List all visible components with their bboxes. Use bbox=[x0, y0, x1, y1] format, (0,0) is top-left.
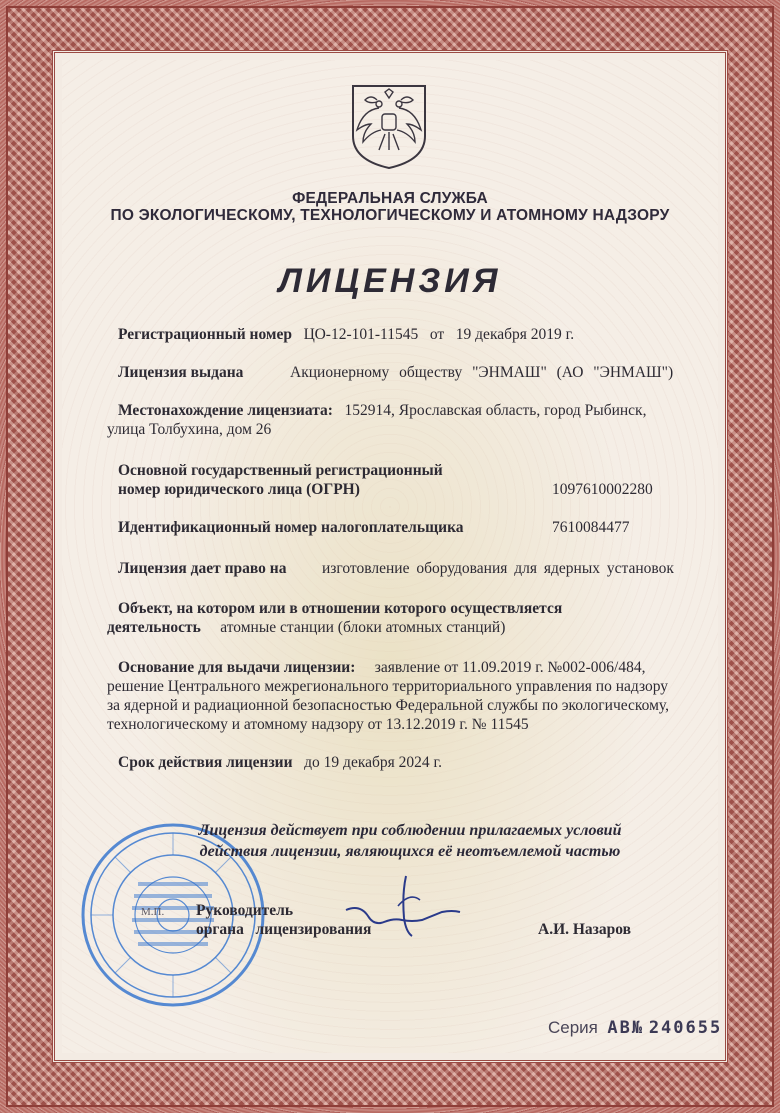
right-value: изготовление оборудования для ядерных установок bbox=[322, 560, 674, 577]
agency-name-line2: ПО ЭКОЛОГИЧЕСКОМУ, ТЕХНОЛОГИЧЕСКОМУ И АТОМНОМУ НАДЗОРУ bbox=[110, 207, 670, 224]
ogrn-label-line1: Основной государственный регистрационный bbox=[118, 462, 443, 479]
ogrn-value: 1097610002280 bbox=[552, 481, 653, 498]
validity-label: Срок действия лицензии bbox=[118, 754, 293, 771]
stamp-place-label: М.П. bbox=[141, 906, 165, 918]
conditions-note-line2: действия лицензии, являющихся её неотъемлемой частью bbox=[199, 843, 621, 860]
basis-value-line1: заявление от 11.09.2019 г. №002-006/484, bbox=[374, 659, 646, 676]
basis-label: Основание для выдачи лицензии: bbox=[118, 659, 356, 676]
basis-value-line4: технологическому и атомному надзору от 13.12.2019 г. № 11545 bbox=[107, 716, 529, 733]
series-number: 240655 bbox=[648, 1018, 723, 1038]
basis-value-line3: за ядерной и радиационной безопасностью Федеральной службы по экологическому, bbox=[107, 697, 669, 714]
conditions-note-line1: Лицензия действует при соблюдении прилагаемых условий bbox=[198, 822, 622, 839]
ogrn-label-line2: номер юридического лица (ОГРН) bbox=[118, 481, 360, 498]
coat-of-arms-icon bbox=[349, 84, 429, 170]
signature-icon bbox=[340, 872, 480, 942]
issued-to-label: Лицензия выдана bbox=[118, 364, 244, 381]
registration-date: 19 декабря 2019 г. bbox=[455, 326, 575, 343]
validity-value: до 19 декабря 2024 г. bbox=[304, 754, 442, 771]
location-label: Местонахождение лицензиата: bbox=[118, 402, 333, 419]
registration-row bbox=[118, 326, 574, 344]
object-row bbox=[107, 619, 505, 637]
registration-from: от bbox=[429, 326, 445, 343]
location-value-line2: улица Толбухина, дом 26 bbox=[107, 421, 272, 438]
object-label-line2: деятельность bbox=[107, 619, 201, 636]
basis-value-line2: решение Центрального межрегионального территориального управления по надзору bbox=[107, 678, 669, 695]
signatory-role-line2: органа лицензирования bbox=[196, 921, 372, 938]
inn-label: Идентификационный номер налогоплательщика bbox=[118, 519, 464, 536]
location-value-line1: 152914, Ярославская область, город Рыбинск, bbox=[344, 402, 647, 419]
location-row bbox=[118, 402, 646, 420]
registration-label: Регистрационный номер bbox=[118, 326, 292, 343]
registration-number: ЦО-12-101-11545 bbox=[303, 326, 419, 343]
document-title: ЛИЦЕНЗИЯ bbox=[278, 262, 502, 300]
series-code: АВ bbox=[607, 1018, 632, 1038]
right-label: Лицензия дает право на bbox=[118, 560, 287, 577]
series-number-sign: № bbox=[631, 1018, 645, 1038]
issued-to-row bbox=[118, 364, 243, 382]
inn-value: 7610084477 bbox=[552, 519, 630, 536]
validity-row bbox=[118, 754, 442, 772]
series-row bbox=[548, 1018, 722, 1038]
signatory-role-line1: Руководитель bbox=[196, 902, 294, 919]
series-label: Серия bbox=[548, 1018, 598, 1037]
agency-name-line1: ФЕДЕРАЛЬНАЯ СЛУЖБА bbox=[292, 190, 488, 207]
basis-row bbox=[118, 659, 645, 677]
issued-to-value: Акционерному обществу "ЭНМАШ" (АО "ЭНМАШ") bbox=[290, 364, 674, 381]
object-value: атомные станции (блоки атомных станций) bbox=[220, 619, 506, 636]
object-label-line1: Объект, на котором или в отношении которого осуществляется bbox=[118, 600, 563, 617]
signatory-name: А.И. Назаров bbox=[538, 921, 632, 938]
